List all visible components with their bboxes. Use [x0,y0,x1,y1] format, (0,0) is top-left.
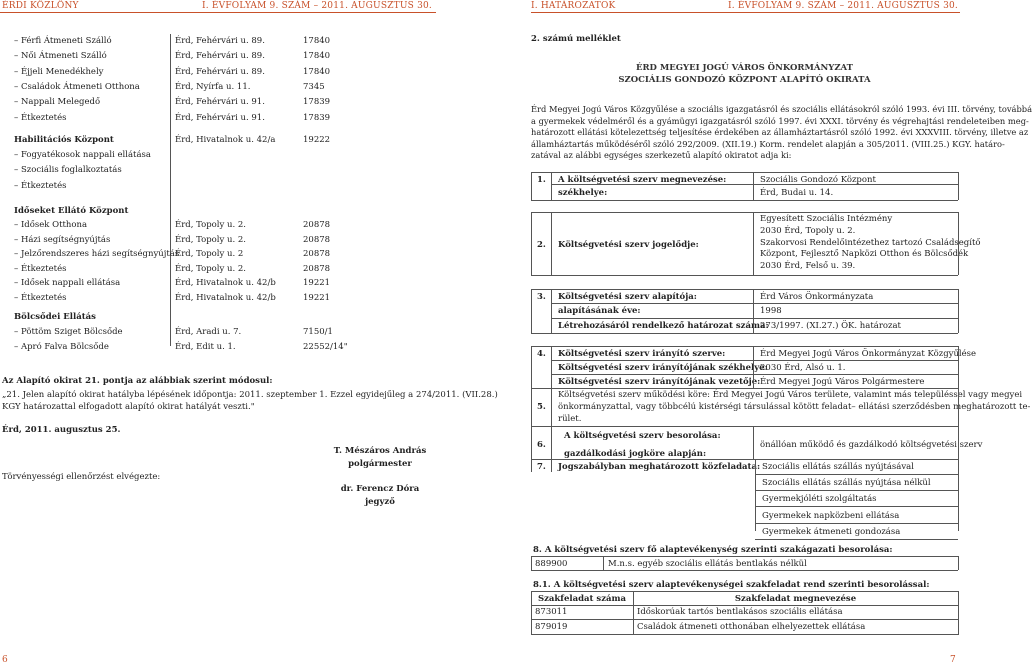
section-value: 273/1997. (XI.27.) ÖK. határozat [760,321,901,331]
service-address: Érd, Hivatalnok u. 42/b [175,293,276,303]
service-address: Érd, Edit u. 1. [175,342,236,352]
public-task: Szociális ellátás szállás nyújtása nélkül [762,478,931,489]
table-divider [753,289,754,333]
table-rule [531,200,958,201]
signatory-name: dr. Ferencz Dóra [340,484,420,494]
service-address: Érd, Hivatalnok u. 42/b [175,278,276,289]
table-divider [531,172,532,200]
s81-name: Családok átmeneti otthonában elhelyezettek ellátása [637,621,866,632]
journal-title: ÉRDI KÖZLÖNY [2,1,79,11]
table-divider [633,591,634,635]
service-code: 19221 [303,293,331,303]
service-address: Érd, Fehérvári u. 89. [175,36,265,46]
service-name: – Idősek Otthona [14,220,87,230]
intro-line: Érd Megyei Jogú Város Közgyűlése a szociális igazgatásról és szociális ellátásokról szóló 1993. évi III. törvény, továbbá [531,104,1032,114]
hab-item: – Szociális foglalkoztatás [14,165,122,175]
service-name: – Házi segítségnyújtás [14,235,110,245]
service-address: Érd, Fehérvári u. 89. [175,51,265,62]
service-name: – Férfi Átmeneti Szálló [14,36,112,46]
section-label: székhelye: [558,188,608,198]
table-rule [755,523,958,524]
table-divider [753,346,754,388]
service-name: – Apró Falva Bölcsőde [14,342,109,352]
public-task: Gyermekjóléti szolgáltatás [762,494,877,505]
section-label: Költségvetési szerv jogelődje: [558,240,699,250]
section-label: Költségvetési szerv alapítója: [558,292,697,302]
table-divider [958,289,959,333]
table-divider [958,426,959,459]
table-divider [958,459,959,531]
service-address: Érd, Nyírfa u. 11. [175,81,251,92]
section-label: Jogszabályban meghatározott közfeladata: [558,462,761,472]
table-divider [603,556,604,570]
section-value: önállóan működő és gazdálkodó költségvetési szerv [760,440,983,450]
public-task: Szociális ellátás szállás nyújtásával [762,462,914,472]
service-code: 20878 [303,234,331,245]
section-value: Szociális Gondozó Központ [760,175,876,185]
service-code: 20878 [303,263,331,274]
section-value: Érd Megyei Jogú Város Polgármestere [760,377,925,387]
table-divider [531,459,532,472]
intro-line: a gyermekek védelméről és a gyámügyi igazgatásról szóló 1997. évi XXXI. törvény és végrehajtási rendeleteiben meg- [531,115,1029,126]
section-value: 1998 [760,306,782,316]
section-number: 3. [537,292,546,302]
service-address: Érd, Topoly u. 2. [175,234,247,245]
table-divider [531,289,532,333]
table-rule [551,360,958,361]
hab-code: 19222 [303,135,331,145]
section-label: Létrehozásáról rendelkező határozat száma: [558,321,769,331]
table-divider [958,212,959,275]
service-name: – Női Átmeneti Szálló [14,51,107,61]
table-rule [531,426,958,427]
section-value: 2030 Érd, Alsó u. 1. [760,363,846,373]
page-header-right [531,0,960,13]
service-code: 17840 [303,51,331,62]
public-task: Gyermekek átmeneti gondozása [762,526,901,537]
service-address: Érd, Topoly u. 2. [175,220,247,230]
table-rule [755,474,958,475]
predecessor-line: 2030 Érd, Topoly u. 2. [760,225,856,236]
section-value: Érd Megyei Jogú Város Önkormányzat Közgyűlése [760,349,977,359]
table-rule [551,303,958,304]
table-divider [753,212,754,275]
table-rule [531,289,958,290]
service-code: 19221 [303,278,331,289]
modification-title: Az Alapító okirat 21. pontja az alábbiak szerint módosul: [2,376,273,386]
section-number: 4. [537,349,546,359]
service-address: Érd, Fehérvári u. 91. [175,97,265,108]
issue-info: I. ÉVFOLYAM 9. SZÁM – 2011. AUGUSZTUS 30. [727,1,958,11]
table-rule [531,619,958,620]
table-divider [755,459,756,531]
service-code: 17839 [303,97,331,108]
s81-header-code: Szakfeladat száma [537,594,627,604]
legal-check-label: Törvényességi ellenőrzést elvégezte: [2,472,161,482]
predecessor-line: Egyesített Szociális Intézmény [760,214,893,224]
section-number: 2. [537,240,546,250]
section-label: Költségvetési szerv irányító szerve: [558,349,726,359]
table-divider [531,212,532,275]
s81-code: 879019 [535,621,568,632]
table-rule [531,346,958,347]
service-code: 17839 [303,112,331,123]
service-code: 7150/1 [303,327,333,337]
table-divider [551,346,552,426]
public-task: Gyermekek napközbeni ellátása [762,510,900,521]
service-name: – Jelzőrendszeres házi segítségnyújtás [14,249,179,259]
table-divider [531,346,532,426]
table-rule [531,212,958,213]
table-divider [958,346,959,426]
table-rule [755,539,958,540]
service-code: 7345 [303,81,325,92]
table-divider [531,591,532,635]
section-label: alapításának éve: [558,306,641,316]
signatory-role: polgármester [348,459,412,469]
service-name: – Pöttöm Sziget Bölcsőde [14,327,123,337]
service-name: – Idősek nappali ellátása [14,278,120,288]
document-title: SZOCIÁLIS GONDOZÓ KÖZPONT ALAPÍTÓ OKIRATA [618,75,871,85]
bolcs-title: Bölcsődei Ellátás [14,312,96,322]
section-value: Érd, Budai u. 14. [760,188,834,198]
table-rule [531,388,958,389]
service-name: – Nappali Melegedő [14,97,100,107]
table-divider [531,556,532,570]
section-label: A költségvetési szerv besorolása: [564,431,721,441]
table-rule [531,275,958,276]
table-divider [753,172,754,200]
table-rule [531,570,958,571]
service-code: 20878 [303,220,331,230]
table-divider [551,212,552,275]
predecessor-line: Központ, Fejlesztő Napközi Otthon és Bölcsődék [760,249,969,260]
section-label: Költségvetési szerv irányítójának székhelye: [558,363,768,373]
document-title: ÉRD MEGYEI JOGÚ VÁROS ÖNKORMÁNYZAT [636,63,853,73]
s81-code: 873011 [535,607,568,617]
section-label: Költségvetési szerv irányítójának vezetője: [558,377,761,387]
section-number: 7. [537,462,546,472]
service-name: – Étkeztetés [14,264,67,274]
service-address: Érd, Fehérvári u. 91. [175,112,265,123]
hab-item: – Fogyatékosok nappali ellátása [14,150,151,160]
table-divider [551,289,552,333]
table-rule [755,490,958,491]
s81-header-name: Szakfeladat megnevezése [734,594,857,604]
service-name: – Családok Átmeneti Otthona [14,82,140,92]
s8-description: M.n.s. egyéb szociális ellátás bentlakás nélkül [608,559,807,569]
service-code: 22552/14" [303,342,348,352]
s81-title: 8.1. A költségvetési szerv alaptevékenységei szakfeladat rend szerinti besorolással: [533,580,930,590]
table-rule [551,184,958,185]
service-code: 20878 [303,249,331,260]
service-code: 17840 [303,36,331,46]
intro-line: államháztartás működéséről szóló 292/2009. (XII.19.) Korm. rendelet alapján a 305/2011. (VIII.25.) KGY. határo- [531,138,1005,149]
predecessor-line: 2030 Érd, Felső u. 39. [760,261,856,272]
annex-label: 2. számú melléklet [531,34,621,44]
intro-line: határozott ellátási kötelezettség teljesítése érdekében az államháztartásról szóló 1992. évi XXXVIII. törvény, illetve az [531,127,1029,138]
section-label: gazdálkodási jogköre alapján: [564,449,707,459]
section-number: 6. [537,440,546,450]
intro-line: zatával az alábbi egységes szerkezetű alapító okiratot adja ki: [531,150,792,161]
table-divider [958,591,959,635]
section-number: 1. [537,175,546,185]
table-divider [531,426,532,459]
table-divider [551,459,552,472]
page-number-right: 7 [950,655,956,665]
hab-item: – Étkeztetés [14,181,67,191]
table-rule [531,459,958,460]
service-code: 17840 [303,66,331,77]
section-title: I. HATÁROZATOK [531,1,616,11]
table-rule [531,556,958,557]
hab-address: Érd, Hivatalnok u. 42/a [175,135,276,145]
predecessor-line: Szakorvosi Rendelőintézethez tartozó Családsegítő [760,237,981,248]
table-rule [531,605,958,606]
s8-code: 889900 [535,559,568,569]
scope-line: önkormányzattal, vagy többcélú kistérségi társulással kötött feladat– ellátási szerződésben meghatározott te- [558,402,1031,412]
service-name: – Étkeztetés [14,113,67,123]
table-rule [531,172,958,173]
scope-line: rület. [558,414,582,424]
table-rule [531,634,958,635]
table-divider [753,426,754,459]
hab-title: Habilitációs Központ [14,135,114,145]
service-address: Érd, Fehérvári u. 89. [175,66,265,77]
service-name: – Étkeztetés [14,293,67,303]
service-address: Érd, Topoly u. 2. [175,263,247,274]
service-name: – Éjjeli Menedékhely [14,67,103,77]
page-number-left: 6 [2,655,8,665]
modification-line: „21. Jelen alapító okirat hatályba lépésének időpontja: 2011. szeptember 1. Ezzel egyidejűleg a 274/2011. (VII.28.) [2,390,498,400]
section-label: A költségvetési szerv megnevezése: [558,175,727,185]
service-address: Érd, Aradi u. 7. [175,327,242,337]
signatory-name: T. Mészáros András [333,446,427,456]
page-header-left [0,0,436,13]
table-rule [551,374,958,375]
table-rule [531,333,958,334]
issue-info: I. ÉVFOLYAM 9. SZÁM – 2011. AUGUSZTUS 30. [201,1,432,11]
table-rule [755,506,958,507]
table-rule [551,318,958,319]
modification-line: KGY határozattal elfogadott alapító okirat hatályát veszti." [2,402,255,412]
table-divider [551,426,552,459]
service-address: Érd, Topoly u. 2 [175,249,244,260]
s81-name: Időskorúak tartós bentlakásos szociális ellátása [637,607,843,617]
ido-title: Időseket Ellátó Központ [14,206,129,216]
section-value: Érd Város Önkormányzata [760,292,874,302]
table-rule [531,591,958,592]
section-number: 5. [537,402,546,412]
table-divider [958,172,959,200]
s8-title: 8. A költségvetési szerv fő alaptevékenység szerinti szakágazati besorolása: [533,545,893,555]
table-divider [958,556,959,570]
signatory-role: jegyző [365,497,395,507]
column-divider [170,34,171,346]
document-date: Érd, 2011. augusztus 25. [2,425,121,435]
table-divider [551,172,552,200]
scope-line: Költségvetési szerv működési köre: Érd Megyei Jogú Város területe, valamint más településsel vagy megyei [558,390,1023,400]
